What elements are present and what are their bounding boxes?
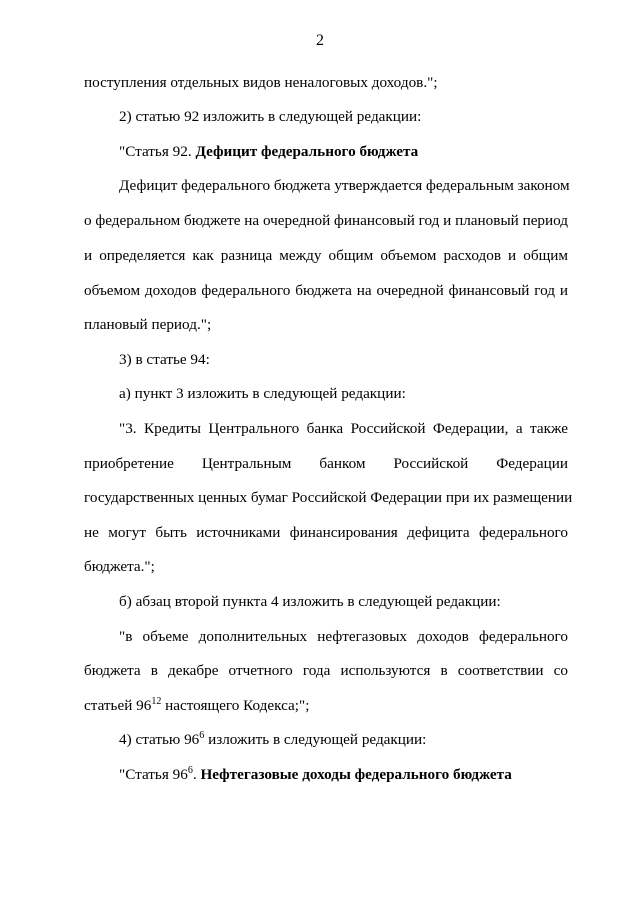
- text-line-spread: [84, 455, 568, 473]
- superscript: 12: [151, 696, 162, 707]
- text-line: и определяется как разница между общим объемом расходов и общим: [84, 247, 568, 264]
- article-heading-prefix: "Статья 92.: [119, 143, 196, 160]
- text-line: "3. Кредиты Центрального банка Российской Федерации, а также: [119, 420, 568, 437]
- text-fragment: .: [192, 766, 201, 783]
- word: приобретение: [84, 455, 174, 472]
- article-heading: [119, 143, 418, 161]
- text-line: о федеральном бюджете на очередной финансовый год и плановый период: [84, 212, 569, 229]
- text-line: 2) статью 92 изложить в следующей редакции:: [119, 108, 422, 125]
- text-line: 3) в статье 94:: [119, 351, 210, 368]
- article-heading-title: Нефтегазовые доходы федерального бюджета: [200, 766, 512, 783]
- text-line: а) пункт 3 изложить в следующей редакции:: [119, 385, 406, 402]
- text-line: бюджета в декабре отчетного года используются в соответствии со: [84, 662, 568, 679]
- text-line: [84, 697, 309, 715]
- word: банком: [319, 455, 366, 472]
- superscript: 6: [187, 765, 193, 776]
- word: Российской: [393, 455, 469, 472]
- text-line: объемом доходов федерального бюджета на очередной финансовый год и: [84, 282, 568, 299]
- text-fragment: 4) статью 96: [119, 731, 200, 748]
- word: Центральным: [201, 455, 292, 472]
- text-line: плановый период.";: [84, 316, 212, 333]
- text-fragment: настоящего Кодекса;";: [161, 697, 310, 714]
- text-line: государственных ценных бумаг Российской Федерации при их размещении: [84, 489, 573, 506]
- text-line: [119, 731, 426, 749]
- text-line: бюджета.";: [84, 558, 155, 575]
- text-fragment: статьей 96: [84, 697, 152, 714]
- text-line: поступления отдельных видов неналоговых доходов.";: [84, 74, 438, 91]
- word: Федерации: [496, 455, 568, 472]
- text-line: Дефицит федерального бюджета утверждается федеральным законом: [119, 177, 570, 194]
- superscript: 6: [199, 730, 205, 741]
- article-heading-title: Дефицит федерального бюджета: [195, 143, 419, 160]
- page-number: 2: [316, 32, 324, 49]
- text-line: не могут быть источниками финансирования дефицита федерального: [84, 524, 568, 541]
- text-line: б) абзац второй пункта 4 изложить в следующей редакции:: [119, 593, 501, 610]
- text-line: "в объеме дополнительных нефтегазовых доходов федерального: [119, 628, 568, 645]
- text-fragment: изложить в следующей редакции:: [204, 731, 427, 748]
- article-heading-prefix: "Статья 96: [119, 766, 188, 783]
- article-heading: [119, 766, 512, 784]
